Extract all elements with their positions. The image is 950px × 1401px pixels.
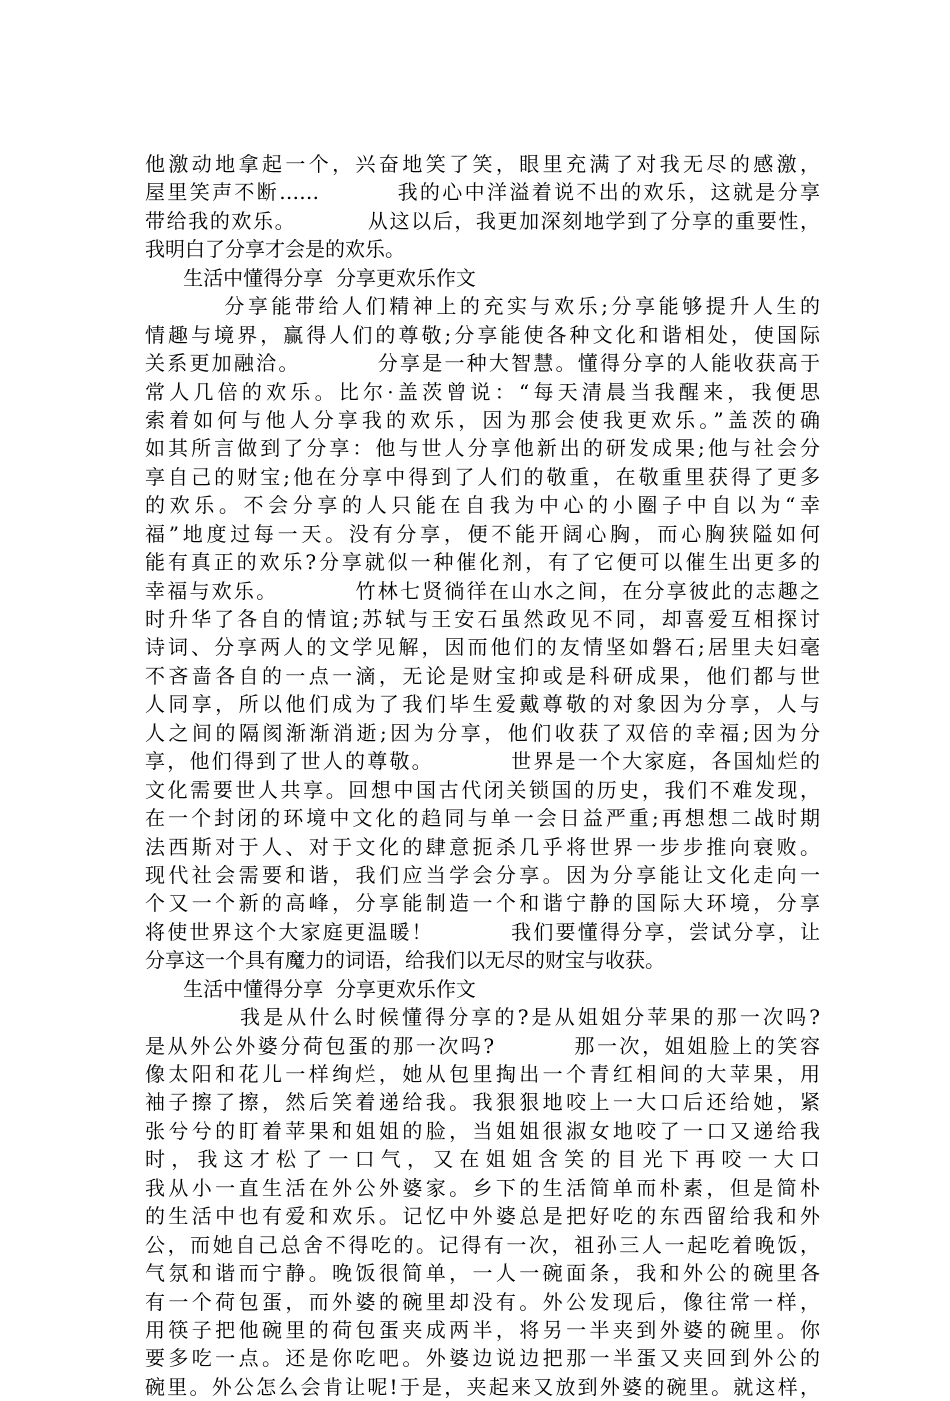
text-line: 诗词、分享两人的文学见解，因而他们的友情坚如磐石;居里夫妇毫 bbox=[145, 635, 820, 660]
text-line: 关系更加融洽。 分享是一种大智慧。懂得分享的人能收获高于 bbox=[145, 351, 820, 376]
text-line: 享，他们得到了世人的尊敬。 世界是一个大家庭，各国灿烂的 bbox=[145, 749, 820, 774]
text-line: 现代社会需要和谐，我们应当学会分享。因为分享能让文化走向一 bbox=[145, 862, 820, 887]
text-line: 要多吃一点。还是你吃吧。外婆边说边把那一半蛋又夹回到外公的 bbox=[145, 1346, 820, 1371]
text-line: 法西斯对于人、对于文化的肆意扼杀几乎将世界一步步推向衰败。 bbox=[145, 834, 820, 859]
text-line: 人之间的隔阂渐渐消逝;因为分享，他们收获了双倍的幸福;因为分 bbox=[145, 720, 820, 745]
text-line: 分享这一个具有魔力的词语，给我们以无尽的财宝与收获。 bbox=[145, 948, 665, 973]
text-line: 带给我的欢乐。 从这以后，我更加深刻地学到了分享的重要性， bbox=[145, 208, 820, 233]
text-line: 碗里。外公怎么会肯让呢!于是，夹起来又放到外婆的碗里。就这样， bbox=[145, 1374, 820, 1399]
text-line: 文化需要世人共享。回想中国古代闭关锁国的历史，我们不难发现， bbox=[145, 777, 820, 802]
text-line: 生活中懂得分享 分享更欢乐作文 bbox=[145, 976, 476, 1001]
text-line: 幸福与欢乐。 竹林七贤徜徉在山水之间，在分享彼此的志趣之 bbox=[145, 578, 820, 603]
text-line: 他激动地拿起一个，兴奋地笑了笑，眼里充满了对我无尽的感激， bbox=[145, 152, 820, 176]
text-line: 能有真正的欢乐?分享就似一种催化剂，有了它便可以催生出更多的 bbox=[145, 550, 820, 575]
text-line: 屋里笑声不断…… 我的心中洋溢着说不出的欢乐，这就是分享 bbox=[145, 180, 820, 205]
text-line: 张兮兮的盯着苹果和姐姐的脸，当姐姐很淑女地咬了一口又递给我 bbox=[145, 1118, 820, 1143]
text-line: 人同享，所以他们成为了我们毕生爱戴尊敬的对象因为分享，人与 bbox=[145, 692, 820, 717]
text-line: 我是从什么时候懂得分享的?是从姐姐分苹果的那一次吗? bbox=[145, 1005, 820, 1030]
text-line: 生活中懂得分享 分享更欢乐作文 bbox=[145, 265, 476, 290]
text-line: 将使世界这个大家庭更温暖！ 我们要懂得分享，尝试分享，让 bbox=[145, 919, 820, 944]
text-line: 有一个荷包蛋，而外婆的碗里却没有。外公发现后，像往常一样， bbox=[145, 1289, 820, 1314]
text-line: 索着如何与他人分享我的欢乐，因为那会使我更欢乐。”盖茨的确 bbox=[145, 407, 820, 432]
text-line: 个又一个新的高峰，分享能制造一个和谐宁静的国际大环境，分享 bbox=[145, 891, 820, 916]
text-line: 常人几倍的欢乐。比尔·盖茨曾说：“每天清晨当我醒来，我便思 bbox=[145, 379, 820, 404]
text-line: 情趣与境界，赢得人们的尊敬;分享能使各种文化和谐相处，使国际 bbox=[145, 322, 820, 347]
text-line: 在一个封闭的环境中文化的趋同与单一会日益严重;再想想二战时期 bbox=[145, 806, 820, 831]
text-line: 是从外公外婆分荷包蛋的那一次吗? 那一次，姐姐脸上的笑容 bbox=[145, 1033, 820, 1058]
text-line: 时升华了各自的情谊;苏轼与王安石虽然政见不同，却喜爱互相探讨 bbox=[145, 607, 820, 631]
text-line: 我明白了分享才会是的欢乐。 bbox=[145, 237, 405, 262]
text-line: 的欢乐。不会分享的人只能在自我为中心的小圈子中自以为“幸 bbox=[145, 493, 820, 518]
text-line: 公，而她自己总舍不得吃的。记得有一次，祖孙三人一起吃着晚饭， bbox=[145, 1232, 820, 1257]
text-line: 袖子擦了擦，然后笑着递给我。我狠狠地咬上一大口后还给她，紧 bbox=[145, 1090, 820, 1115]
text-line: 不吝啬各自的一点一滴，无论是财宝抑或是科研成果，他们都与世 bbox=[145, 663, 820, 688]
text-line: 如其所言做到了分享：他与世人分享他新出的研发成果;他与社会分 bbox=[145, 436, 820, 461]
text-line: 像太阳和花儿一样绚烂，她从包里掏出一个青红相间的大苹果，用 bbox=[145, 1062, 820, 1086]
article-text bbox=[145, 150, 820, 1401]
text-line: 用筷子把他碗里的荷包蛋夹成两半，将另一半夹到外婆的碗里。你 bbox=[145, 1317, 820, 1342]
text-line: 福”地度过每一天。没有分享，便不能开阔心胸，而心胸狭隘如何 bbox=[145, 521, 820, 546]
text-line: 享自己的财宝;他在分享中得到了人们的敬重，在敬重里获得了更多 bbox=[145, 464, 820, 489]
text-line: 我从小一直生活在外公外婆家。乡下的生活简单而朴素，但是简朴 bbox=[145, 1175, 820, 1200]
text-line: 分享能带给人们精神上的充实与欢乐;分享能够提升人生的 bbox=[145, 294, 820, 319]
text-line: 的生活中也有爱和欢乐。记忆中外婆总是把好吃的东西留给我和外 bbox=[145, 1204, 820, 1229]
text-line: 气氛和谐而宁静。晚饭很简单，一人一碗面条，我和外公的碗里各 bbox=[145, 1261, 820, 1286]
text-line: 时，我这才松了一口气，又在姐姐含笑的目光下再咬一大口 bbox=[145, 1147, 820, 1172]
